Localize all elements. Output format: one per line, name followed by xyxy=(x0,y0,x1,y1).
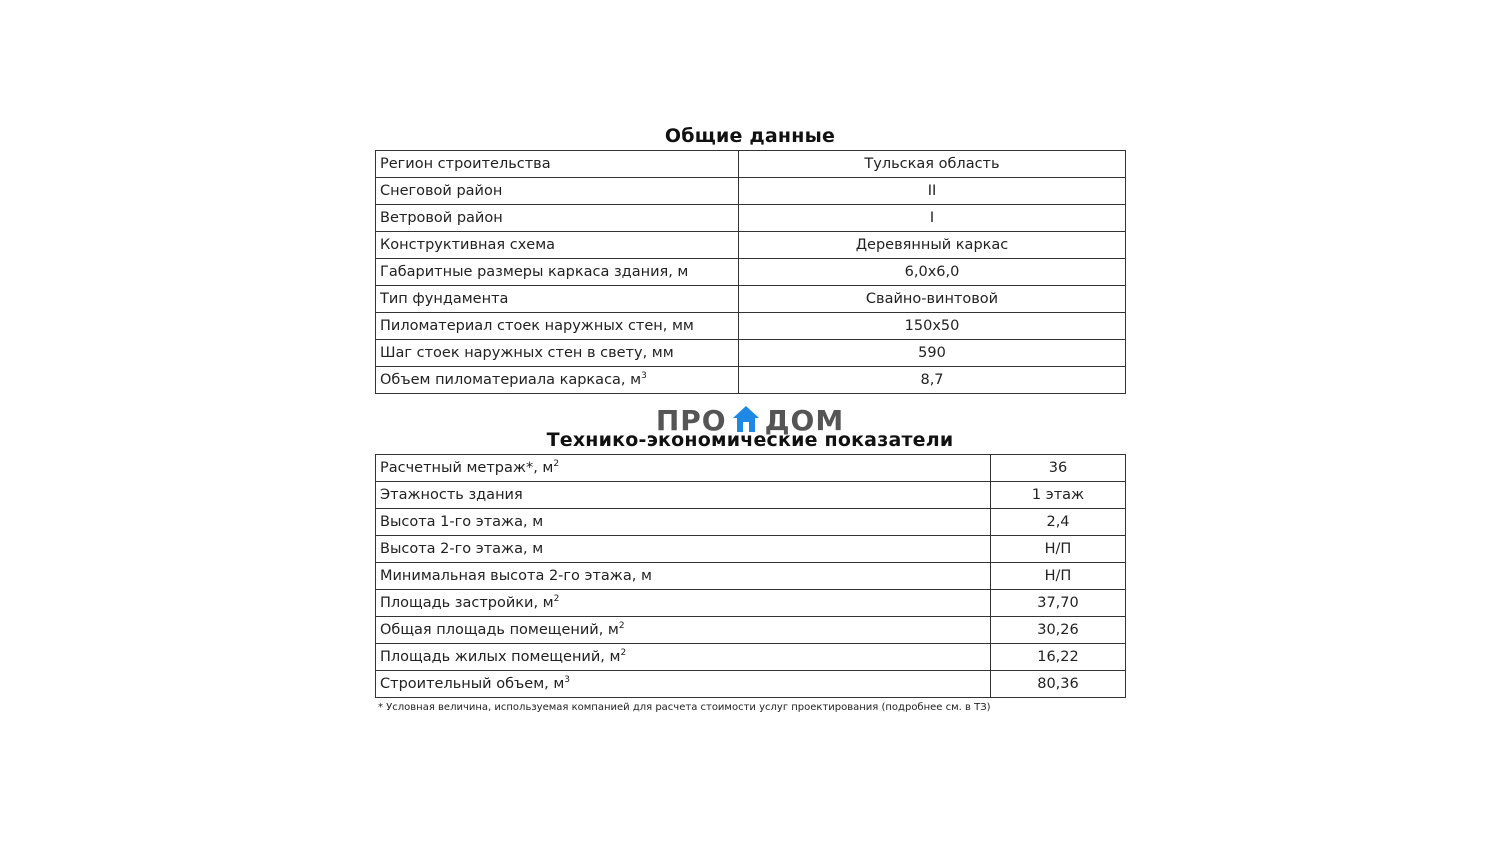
row-label-text: Габаритные размеры каркаса здания, м xyxy=(380,264,689,280)
general-data-row xyxy=(376,151,1126,178)
general-data-row xyxy=(376,313,1126,340)
logo-text-left: ПРО xyxy=(655,404,727,437)
row-label-text: Строительный объем, м xyxy=(380,676,565,692)
general-data-row xyxy=(376,367,1126,394)
general-data-title: Общие данные xyxy=(664,125,836,147)
row-label-text: Пиломатериал стоек наружных стен, мм xyxy=(380,318,694,334)
row-label-text: Тип фундамента xyxy=(380,291,509,307)
row-label xyxy=(376,590,991,617)
row-value: 80,36 xyxy=(991,671,1126,698)
row-label xyxy=(376,178,739,205)
row-label-text: Площадь застройки, м xyxy=(380,595,554,611)
row-value: Тульская область xyxy=(739,151,1126,178)
row-label xyxy=(376,286,739,313)
general-data-row xyxy=(376,232,1126,259)
general-data-row xyxy=(376,259,1126,286)
row-label xyxy=(376,644,991,671)
row-label xyxy=(376,509,991,536)
tech-indicator-row xyxy=(376,455,1126,482)
tech-indicator-row xyxy=(376,482,1126,509)
row-label-text: Общая площадь помещений, м xyxy=(380,622,619,638)
tech-indicator-row xyxy=(376,617,1126,644)
unit-exponent: 2 xyxy=(553,459,560,470)
row-label xyxy=(376,536,991,563)
row-value: 590 xyxy=(739,340,1126,367)
row-label-text: Снеговой район xyxy=(380,183,503,199)
row-label-text: Объем пиломатериала каркаса, м xyxy=(380,372,642,388)
row-value: 30,26 xyxy=(991,617,1126,644)
general-data-table xyxy=(375,150,1126,394)
row-value: I xyxy=(739,205,1126,232)
unit-exponent: 3 xyxy=(641,371,647,382)
tech-indicator-row xyxy=(376,509,1126,536)
footnote: * Условная величина, используемая компанией для расчета стоимости услуг проектирования (подробнее см. в ТЗ) xyxy=(378,702,991,713)
general-data-row xyxy=(376,205,1126,232)
row-label xyxy=(376,367,739,394)
row-label xyxy=(376,455,991,482)
row-value: 36 xyxy=(991,455,1126,482)
row-label-text: Ветровой район xyxy=(380,210,503,226)
row-value: 37,70 xyxy=(991,590,1126,617)
row-label xyxy=(376,259,739,286)
tech-indicators-table xyxy=(375,454,1126,698)
general-data-row xyxy=(376,286,1126,313)
unit-exponent: 2 xyxy=(553,594,560,605)
row-value: 2,4 xyxy=(991,509,1126,536)
row-label-text: Минимальная высота 2-го этажа, м xyxy=(380,568,652,584)
tech-indicators-title: Технико-экономические показатели xyxy=(546,429,954,451)
row-label-text: Расчетный метраж*, м xyxy=(380,460,554,476)
row-label-text: Высота 1-го этажа, м xyxy=(380,514,544,530)
row-value: Н/П xyxy=(991,563,1126,590)
row-value: 16,22 xyxy=(991,644,1126,671)
document-sheet xyxy=(375,122,1125,713)
unit-exponent: 3 xyxy=(564,675,571,686)
row-value: 8,7 xyxy=(739,367,1126,394)
row-label xyxy=(376,671,991,698)
row-value: 6,0х6,0 xyxy=(739,259,1126,286)
tech-indicator-row xyxy=(376,644,1126,671)
row-label xyxy=(376,232,739,259)
row-label xyxy=(376,151,739,178)
general-data-row xyxy=(376,178,1126,205)
row-label-text: Шаг стоек наружных стен в свету, мм xyxy=(380,345,674,361)
row-value: Деревянный каркас xyxy=(739,232,1126,259)
row-label xyxy=(376,313,739,340)
row-label xyxy=(376,617,991,644)
tech-indicator-row xyxy=(376,563,1126,590)
row-label-text: Регион строительства xyxy=(380,156,551,172)
row-label-text: Высота 2-го этажа, м xyxy=(380,541,544,557)
unit-exponent: 2 xyxy=(618,621,625,632)
row-value: 1 этаж xyxy=(991,482,1126,509)
row-label-text: Конструктивная схема xyxy=(380,237,556,253)
row-label-text: Этажность здания xyxy=(380,487,523,503)
row-label xyxy=(376,340,739,367)
general-data-row xyxy=(376,340,1126,367)
row-label xyxy=(376,205,739,232)
tech-indicator-row xyxy=(376,671,1126,698)
row-label xyxy=(376,563,991,590)
unit-exponent: 2 xyxy=(620,648,627,659)
tech-indicator-row xyxy=(376,536,1126,563)
tech-indicator-row xyxy=(376,590,1126,617)
row-value: Свайно-винтовой xyxy=(739,286,1126,313)
row-label xyxy=(376,482,991,509)
row-value: 150х50 xyxy=(739,313,1126,340)
row-label-text: Площадь жилых помещений, м xyxy=(380,649,621,665)
row-value: II xyxy=(739,178,1126,205)
row-value: Н/П xyxy=(991,536,1126,563)
logo-text-right: ДОМ xyxy=(764,404,845,437)
